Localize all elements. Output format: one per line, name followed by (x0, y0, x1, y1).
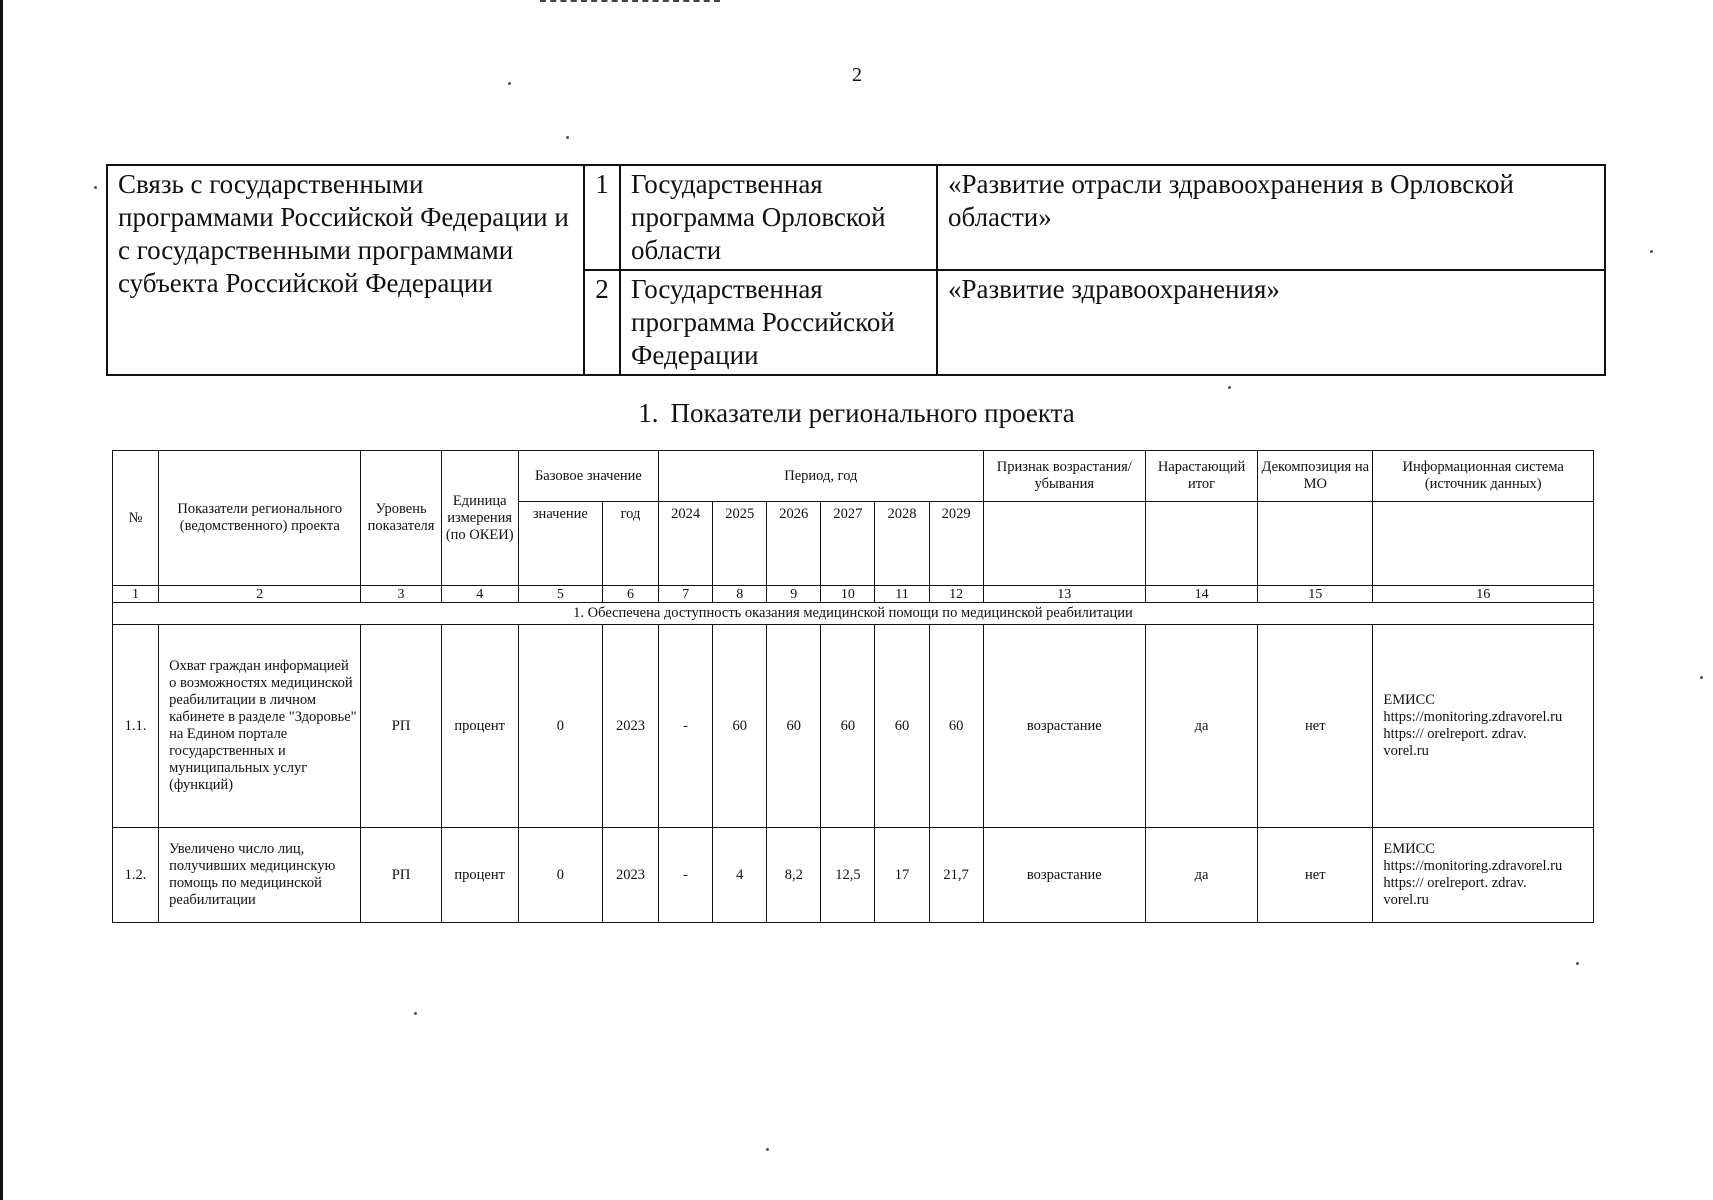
scan-speck (1228, 386, 1231, 389)
header-base-year: год (602, 502, 658, 586)
table-row (113, 625, 1594, 828)
header-row (113, 451, 1594, 502)
info-system-line: vorel.ru (1383, 892, 1429, 908)
base-value: 0 (518, 625, 602, 828)
base-year: 2023 (602, 828, 658, 923)
header-info-system: Информационная система (источник данных) (1373, 451, 1594, 502)
indicator-name: Охват граждан информацией о возможностях медицинской реабилитации в личном кабинете в разделе "Здоровье" на Едином портале государственных и муниципальных услуг (функций) (159, 625, 361, 828)
program-name: «Развитие здравоохранения» (937, 270, 1605, 375)
info-system-line: https:// orelreport. zdrav. (1383, 726, 1527, 742)
indicators-table (112, 450, 1594, 923)
scan-speck (566, 136, 569, 139)
page-number: 2 (852, 64, 862, 86)
column-number: 1 (113, 586, 159, 603)
info-system-line: https://monitoring.zdravorel.ru (1383, 709, 1563, 725)
column-number: 10 (821, 586, 875, 603)
program-row (107, 165, 1605, 270)
column-number: 3 (361, 586, 441, 603)
indicator-name: Увеличено число лиц, получивших медицинскую помощь по медицинской реабилитации (159, 828, 361, 923)
scan-speck (766, 1148, 769, 1151)
base-year: 2023 (602, 625, 658, 828)
indicator-level: РП (361, 625, 441, 828)
year-value: 8,2 (767, 828, 821, 923)
header-trend: Признак возрастания/убывания (983, 451, 1145, 502)
year-value: 21,7 (929, 828, 983, 923)
scan-edge-line (0, 0, 3, 1200)
header-empty-cell (983, 502, 1145, 586)
column-number: 15 (1258, 586, 1373, 603)
column-number: 7 (659, 586, 713, 603)
info-system-line: https://monitoring.zdravorel.ru (1383, 858, 1563, 874)
trend-value: возрастание (983, 625, 1145, 828)
column-number: 9 (767, 586, 821, 603)
header-base: Базовое значение (518, 451, 658, 502)
column-number: 2 (159, 586, 361, 603)
column-number: 4 (441, 586, 518, 603)
info-system-line: vorel.ru (1383, 743, 1429, 759)
scan-speck (508, 82, 511, 85)
column-number: 13 (983, 586, 1145, 603)
row-number: 1.1. (113, 625, 159, 828)
year-value: 60 (767, 625, 821, 828)
cumulative-value: да (1145, 828, 1257, 923)
year-value: 60 (821, 625, 875, 828)
header-empty-cell (1373, 502, 1594, 586)
info-system-line: ЕМИСС (1383, 841, 1435, 857)
info-system-cell (1373, 828, 1594, 923)
header-year: 2027 (821, 502, 875, 586)
section-title (0, 398, 1713, 429)
column-number: 16 (1373, 586, 1594, 603)
header-cumulative: Нарастающий итог (1145, 451, 1257, 502)
state-programs-table (106, 164, 1606, 376)
program-number: 1 (584, 165, 620, 270)
header-unit: Единица измерения (по ОКЕИ) (441, 451, 518, 586)
column-number: 14 (1145, 586, 1257, 603)
indicator-unit: процент (441, 828, 518, 923)
indicator-unit: процент (441, 625, 518, 828)
scan-top-marks (540, 0, 720, 5)
year-value: - (659, 625, 713, 828)
table-row (113, 828, 1594, 923)
scan-speck (1576, 962, 1579, 965)
scan-speck (94, 186, 97, 189)
row-number: 1.2. (113, 828, 159, 923)
section-title-text: Показатели регионального проекта (670, 398, 1075, 428)
header-year: 2026 (767, 502, 821, 586)
year-value: 60 (875, 625, 929, 828)
base-value: 0 (518, 828, 602, 923)
header-empty-cell (1145, 502, 1257, 586)
header-base-value: значение (518, 502, 602, 586)
year-value: 17 (875, 828, 929, 923)
column-numbers-row (113, 586, 1594, 603)
year-value: 60 (713, 625, 767, 828)
info-system-cell (1373, 625, 1594, 828)
scan-speck (414, 1012, 417, 1015)
program-name: «Развитие отрасли здравоохранения в Орловской области» (937, 165, 1605, 270)
program-type: Государственная программа Российской Федерации (620, 270, 937, 375)
indicator-level: РП (361, 828, 441, 923)
header-decomposition: Декомпозиция на МО (1258, 451, 1373, 502)
header-period: Период, год (659, 451, 984, 502)
programs-heading: Связь с государственными программами Российской Федерации и с государственными программами субъекта Российской Федерации (107, 165, 584, 375)
table-section-row (113, 603, 1594, 625)
column-number: 8 (713, 586, 767, 603)
column-number: 11 (875, 586, 929, 603)
header-year: 2024 (659, 502, 713, 586)
year-value: 12,5 (821, 828, 875, 923)
table-section-title: 1. Обеспечена доступность оказания медицинской помощи по медицинской реабилитации (113, 603, 1594, 625)
scan-speck (1650, 250, 1653, 253)
year-value: 60 (929, 625, 983, 828)
header-level: Уровень показателя (361, 451, 441, 586)
decomposition-value: нет (1258, 828, 1373, 923)
program-number: 2 (584, 270, 620, 375)
header-number: № (113, 451, 159, 586)
column-number: 6 (602, 586, 658, 603)
scan-speck (1700, 676, 1703, 679)
header-indicator-name: Показатели регионального (ведомственного) проекта (159, 451, 361, 586)
info-system-line: https:// orelreport. zdrav. (1383, 875, 1527, 891)
program-type: Государственная программа Орловской области (620, 165, 937, 270)
header-year: 2028 (875, 502, 929, 586)
column-number: 12 (929, 586, 983, 603)
header-year: 2025 (713, 502, 767, 586)
year-value: 4 (713, 828, 767, 923)
trend-value: возрастание (983, 828, 1145, 923)
header-year: 2029 (929, 502, 983, 586)
info-system-line: ЕМИСС (1383, 692, 1435, 708)
section-number: 1. (638, 398, 659, 428)
header-empty-cell (1258, 502, 1373, 586)
column-number: 5 (518, 586, 602, 603)
year-value: - (659, 828, 713, 923)
cumulative-value: да (1145, 625, 1257, 828)
decomposition-value: нет (1258, 625, 1373, 828)
